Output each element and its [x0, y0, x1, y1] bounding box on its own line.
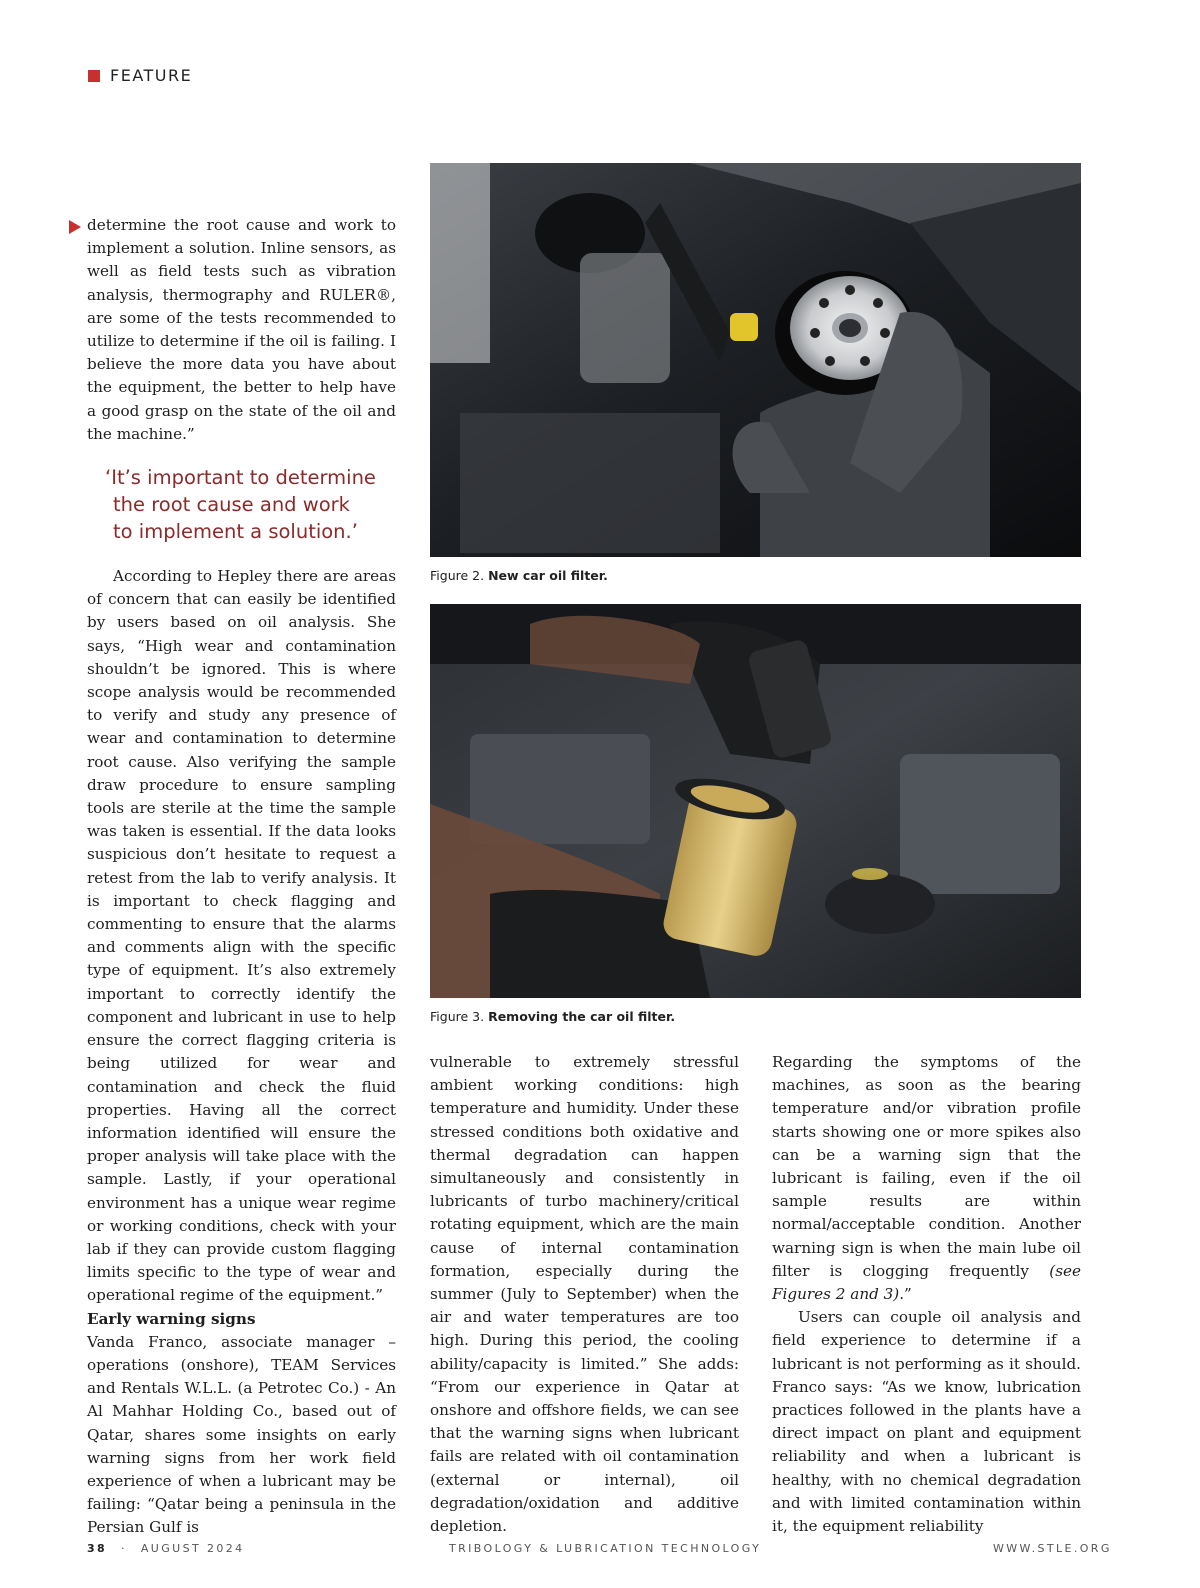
body-text: .”	[899, 1285, 912, 1304]
section-subhead: Early warning signs	[87, 1309, 256, 1328]
body-paragraph: determine the root cause and work to implement a solution. Inline sensors, as well as field tests such as vibration analysis, thermography and RULER®, are some of the tests recommended to utilize to determine if the oil is failing. I believe the more data you have about the equipment, the better to help have a good grasp on the state of the oil and the machine.”	[87, 216, 396, 443]
section-marker-icon	[88, 70, 100, 82]
middle-column	[430, 1051, 739, 1538]
body-paragraph: Vanda Franco, associate manager – operations (onshore), TEAM Services and Rentals W.L.L. (a Petrotec Co.) - An Al Mahhar Holding Co., based out of Qatar, shares some insights on early warning signs from her work field experience of when a lubricant may be failing: “Qatar being a peninsula in the Persian Gulf is	[87, 1332, 396, 1537]
body-paragraph	[772, 1051, 1081, 1306]
figure-3-image	[430, 604, 1081, 998]
right-column	[772, 1051, 1081, 1538]
figure-reference: (see Figures 2 and 3)	[772, 1261, 1081, 1304]
pull-quote-line: to implement a solution.’	[113, 520, 358, 544]
footer-left	[87, 1542, 245, 1555]
oil-filter-photo	[430, 163, 1081, 557]
page-number: 38	[87, 1542, 108, 1555]
section-label: FEATURE	[110, 66, 193, 85]
footer-separator: ·	[121, 1542, 127, 1555]
figure-label: Figure 2.	[430, 568, 485, 583]
continued-arrow-icon	[69, 220, 81, 234]
figure-caption-text: New car oil filter.	[488, 568, 608, 583]
figure-3-caption	[430, 1009, 675, 1024]
filter-removal-photo	[430, 604, 1081, 998]
figure-2-caption	[430, 568, 608, 583]
website-link[interactable]: WWW.STLE.ORG	[993, 1542, 1112, 1555]
pull-quote	[105, 464, 396, 545]
figure-caption-text: Removing the car oil filter.	[488, 1009, 676, 1024]
publication-name: TRIBOLOGY & LUBRICATION TECHNOLOGY	[449, 1542, 762, 1555]
issue-date: AUGUST 2024	[140, 1542, 245, 1555]
pull-quote-line: ‘It’s important to determine	[105, 466, 376, 490]
figure-label: Figure 3.	[430, 1009, 485, 1024]
section-tag	[88, 66, 192, 85]
body-text: Regarding the symptoms of the machines, as soon as the bearing temperature and/or vibration profile starts showing one or more spikes also can be a warning sign that the lubricant is failing, even if the oil sample results are within normal/acceptable condition. Another warning sign is when the main lube oil filter is clogging frequently	[772, 1053, 1081, 1280]
left-column	[87, 214, 396, 1540]
body-paragraph: Users can couple oil analysis and field experience to determine if a lubricant is not performing as it should. Franco says: “As we know, lubrication practices followed in the plants have a direct impact on plant and equipment reliability and when a lubricant is healthy, with no chemical degradation and with limited contamination within it, the equipment reliability	[772, 1308, 1081, 1536]
body-paragraph: According to Hepley there are areas of concern that can easily be identified by users based on oil analysis. She says, “High wear and contamination shouldn’t be ignored. This is where scope analysis would be recommended to verify and study any presence of wear and contamination to determine root cause. Also verifying the sample draw procedure to ensure sampling tools are sterile at the time the sample was taken is essential. If the data looks suspicious don’t hesitate to request a retest from the lab to verify analysis. It is important to check flagging and commenting to ensure that the alarms and comments align with the specific type of equipment. It’s also extremely important to correctly identify the component and lubricant in use to help ensure the correct flagging criteria is being utilized for wear and contamination and check the fluid properties. Having all the correct information identified will ensure the proper analysis will take place with the sample. Lastly, if your operational environment has a unique wear regime or working conditions, check with your lab if they can provide custom flagging limits specific to the type of wear and operational regime of the equipment.”	[87, 567, 396, 1305]
pull-quote-line: the root cause and work	[113, 493, 350, 517]
figure-2-image	[430, 163, 1081, 557]
body-paragraph: vulnerable to extremely stressful ambient working conditions: high temperature and humidity. Under these stressed conditions both oxidative and thermal degradation can happen simultaneously and consistently in lubricants of turbo machinery/critical rotating equipment, which are the main cause of internal contamination formation, especially during the summer (July to September) when the air and water temperatures are too high. During this period, the cooling ability/capacity is limited.” She adds: “From our experience in Qatar at onshore and offshore fields, we can see that the warning signs when lubricant fails are related with oil contamination (external or internal), oil degradation/oxidation and additive depletion.	[430, 1053, 739, 1536]
